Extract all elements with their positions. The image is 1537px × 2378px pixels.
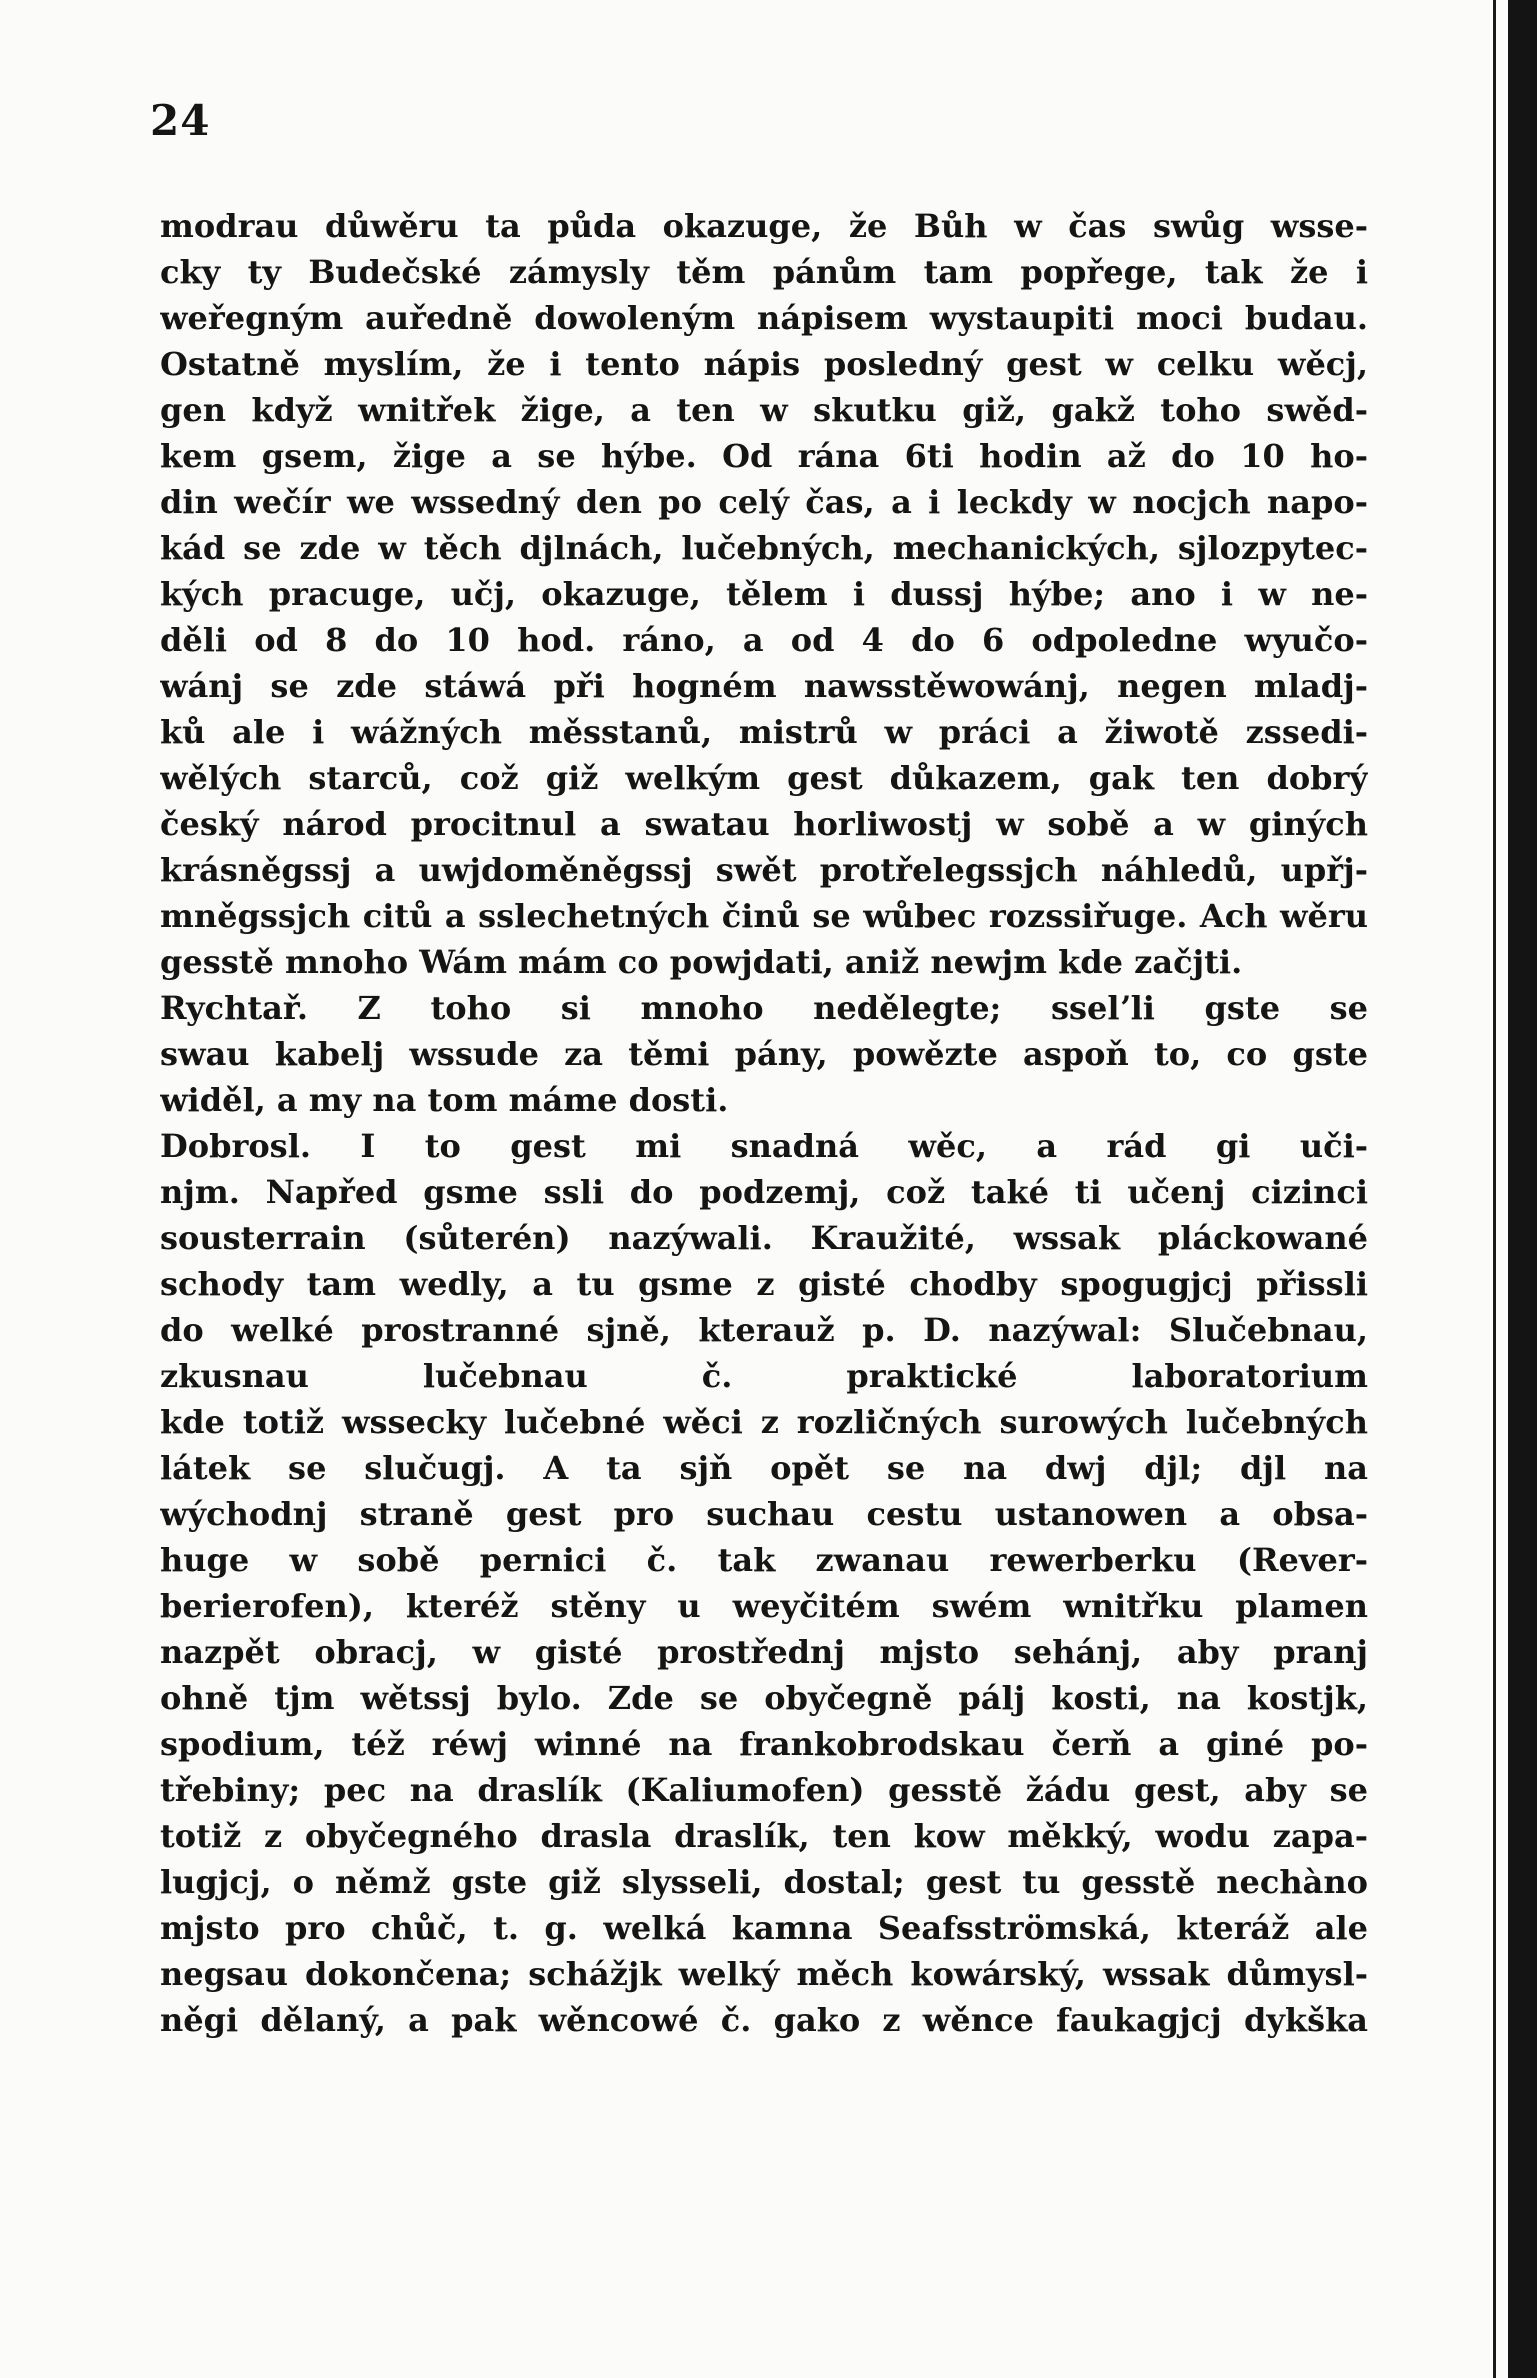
text-line: totiž z obyčegného drasla draslík, ten kow měkký, wodu zapa- (160, 1817, 1368, 1855)
text-line: látek se slučugj. A ta sjň opět se na dwj djl; djl na (160, 1449, 1368, 1487)
text-line: wánj se zde stáwá při hogném nawsstěwowánj, negen mladj- (160, 667, 1368, 705)
text-line: din wečír we wssedný den po celý čas, a i leckdy w nocjch napo- (160, 483, 1368, 521)
text-line: mněgssjch citů a sslechetných činů se wůbec rozssiřuge. Ach wěru (160, 897, 1368, 935)
page-edge-line (1493, 0, 1496, 2378)
body-text (160, 203, 1368, 2043)
text-line: njm. Napřed gsme ssli do podzemj, což také ti učenj cizinci (160, 1173, 1368, 1211)
text-line: děli od 8 do 10 hod. ráno, a od 4 do 6 odpoledne wyučo- (160, 621, 1368, 659)
text-line: gesstě mnoho Wám mám co powjdati, aniž newjm kde začjti. (160, 943, 1243, 981)
text-line: gen když wnitřek žige, a ten w skutku giž, gakž toho swěd- (160, 391, 1368, 429)
text-line: schody tam wedly, a tu gsme z gisté chodby spogugjcj přissli (160, 1265, 1368, 1303)
text-line: berierofen), kteréž stěny u weyčitém swém wnitřku plamen (160, 1587, 1368, 1625)
text-line: Dobrosl. I to gest mi snadná wěc, a rád gi uči- (160, 1127, 1368, 1165)
text-line: ků ale i wážných měsstanů, mistrů w práci a žiwotě zssedi- (160, 713, 1368, 751)
text-line: mjsto pro chůč, t. g. welká kamna Seafsströmská, kteráž ale (160, 1909, 1368, 1947)
text-line: nazpět obracj, w gisté prostřednj mjsto sehánj, aby pranj (160, 1633, 1368, 1671)
text-line: český národ procitnul a swatau horliwostj w sobě a w giných (160, 805, 1368, 843)
text-line: cky ty Budečské zámysly těm pánům tam popřege, tak že i (160, 253, 1368, 291)
text-line: zkusnau lučebnau č. praktické laboratorium (160, 1357, 1368, 1395)
text-line: modrau důwěru ta půda okazuge, že Bůh w čas swůg wsse- (160, 207, 1368, 245)
text-line: kem gsem, žige a se hýbe. Od rána 6ti hodin až do 10 ho- (160, 437, 1368, 475)
text-line: kých pracuge, učj, okazuge, tělem i dussj hýbe; ano i w ne- (160, 575, 1368, 613)
page-number: 24 (150, 96, 211, 145)
text-line: kád se zde w těch djlnách, lučebných, mechanických, sjlozpytec- (160, 529, 1368, 567)
text-line: Ostatně myslím, že i tento nápis posledný gest w celku wěcj, (160, 345, 1368, 383)
text-line: wělých starců, což giž welkým gest důkazem, gak ten dobrý (160, 759, 1368, 797)
scan-dark-edge (1508, 0, 1537, 2378)
text-line: huge w sobě pernici č. tak zwanau rewerberku (Rever- (160, 1541, 1368, 1579)
text-line: swau kabelj wssude za těmi pány, powězte aspoň to, co gste (160, 1035, 1368, 1073)
text-line: wýchodnj straně gest pro suchau cestu ustanowen a obsa- (160, 1495, 1368, 1533)
text-line: kde totiž wssecky lučebné wěci z rozličných surowých lučebných (160, 1403, 1368, 1441)
text-line: lugjcj, o němž gste giž slysseli, dostal; gest tu gesstě nechàno (160, 1863, 1368, 1901)
text-line: negsau dokončena; schážjk welký měch kowárský, wssak důmysl- (160, 1955, 1368, 1993)
text-line: Rychtař. Z toho si mnoho nedělegte; sselʼli gste se (160, 989, 1368, 1027)
text-line: krásněgssj a uwjdoměněgssj swět protřelegssjch náhledů, upřj- (160, 851, 1368, 889)
text-line: ohně tjm wětssj bylo. Zde se obyčegně pálj kosti, na kostjk, (160, 1679, 1368, 1717)
text-line: do welké prostranné sjně, kterauž p. D. nazýwal: Slučebnau, (160, 1311, 1368, 1349)
text-line: sousterrain (sůterén) nazýwali. Kraužité, wssak pláckowané (160, 1219, 1368, 1257)
text-line: widěl, a my na tom máme dosti. (160, 1081, 729, 1119)
text-line: třebiny; pec na draslík (Kaliumofen) gesstě žádu gest, aby se (160, 1771, 1368, 1809)
text-line: weřegným auředně dowoleným nápisem wystaupiti moci budau. (160, 299, 1368, 337)
text-line: spodium, též réwj winné na frankobrodskau čerň a giné po- (160, 1725, 1368, 1763)
text-line: něgi dělaný, a pak wěncowé č. gako z wěnce faukagjcj dykška (160, 2001, 1368, 2039)
